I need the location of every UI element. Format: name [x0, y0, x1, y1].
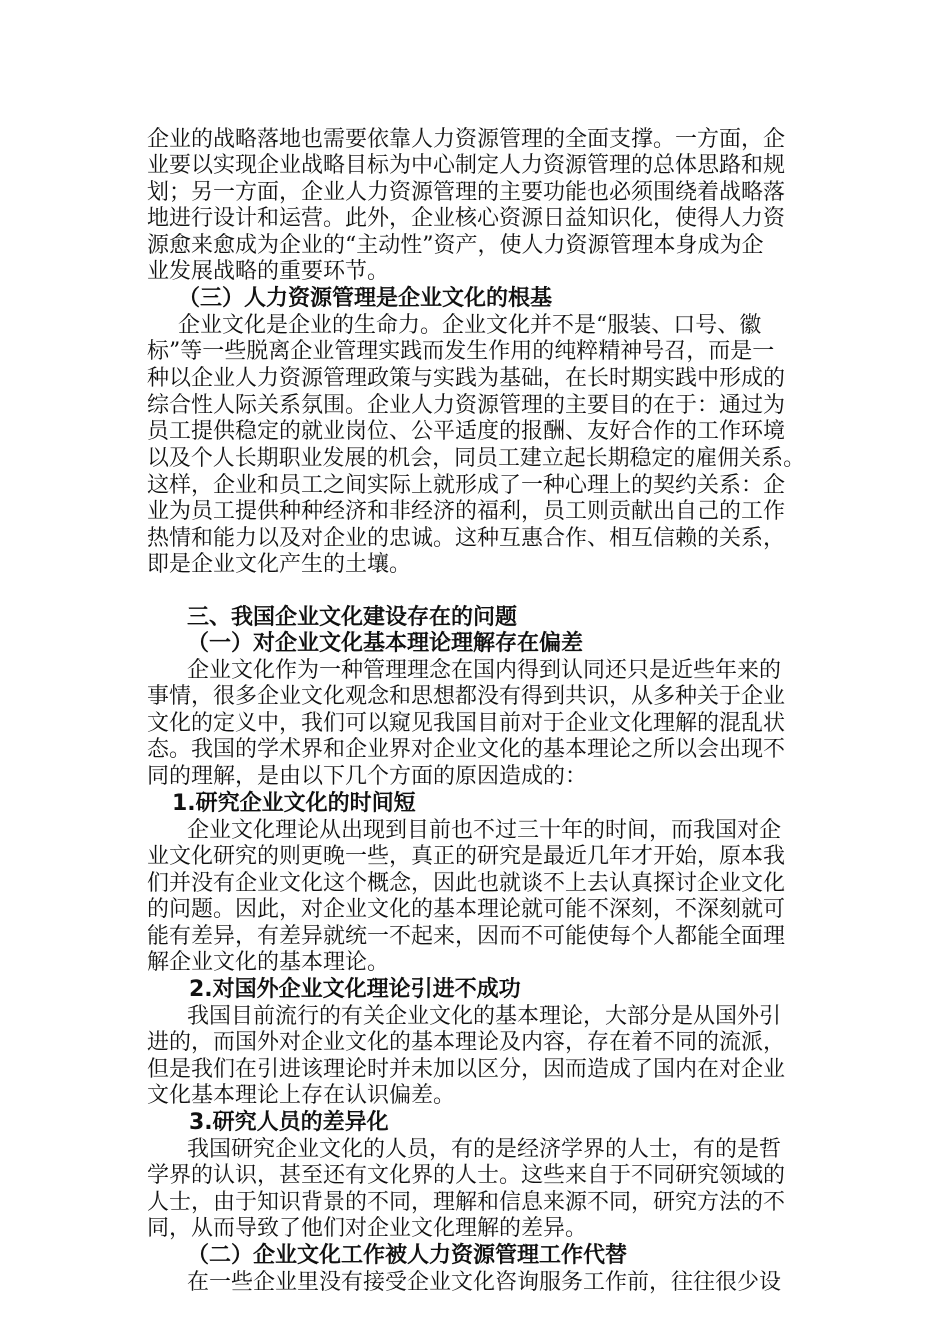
text-line: 能有差异，有差异就统一不起来，因而不可能使每个人都能全面理 — [147, 924, 786, 949]
text-line: 源愈来愈成为企业的“主动性”资产，使人力资源管理本身成为企 — [147, 233, 764, 258]
subsection-heading: 3.研究人员的差异化 — [189, 1110, 389, 1135]
text-line: 进的，而国外对企业文化的基本理论及内容，存在着不同的流派， — [147, 1030, 786, 1055]
text-line: 企业的战略落地也需要依靠人力资源管理的全面支撑。一方面，企 — [147, 127, 786, 152]
text-line: 即是企业文化产生的土壤。 — [147, 552, 412, 577]
section-heading: （一）对企业文化基本理论理解存在偏差 — [187, 631, 584, 656]
text-line: 业发展战略的重要环节。 — [147, 259, 390, 284]
text-line: 文化基本理论上存在认识偏差。 — [147, 1083, 456, 1108]
subsection-heading: 2.对国外企业文化理论引进不成功 — [189, 977, 521, 1002]
text-line: 的问题。因此，对企业文化的基本理论就可能不深刻，不深刻就可 — [147, 897, 786, 922]
text-line: 以及个人长期职业发展的机会，同员工建立起长期稳定的雇佣关系。 — [147, 446, 806, 471]
text-line: 解企业文化的基本理论。 — [147, 950, 390, 975]
text-line: 地进行设计和运营。此外，企业核心资源日益知识化，使得人力资 — [147, 206, 786, 231]
text-line: 划；另一方面，企业人力资源管理的主要功能也必须围绕着战略落 — [147, 180, 786, 205]
text-line: 同的理解，是由以下几个方面的原因造成的： — [147, 764, 588, 789]
text-line: 综合性人际关系氛围。企业人力资源管理的主要目的在于：通过为 — [147, 393, 786, 418]
text-line: 但是我们在引进该理论时并未加以区分，因而造成了国内在对企业 — [147, 1057, 786, 1082]
text-line: 同，从而导致了他们对企业文化理解的差异。 — [147, 1216, 588, 1241]
text-line: 我国研究企业文化的人员，有的是经济学界的人士，有的是哲 — [187, 1137, 782, 1162]
chapter-heading: 三、我国企业文化建设存在的问题 — [187, 605, 518, 630]
text-line: 们并没有企业文化这个概念，因此也就谈不上去认真探讨企业文化 — [147, 871, 786, 896]
text-line: 我国目前流行的有关企业文化的基本理论，大部分是从国外引 — [187, 1004, 782, 1029]
text-line: 在一些企业里没有接受企业文化咨询服务工作前，往往很少设 — [187, 1270, 782, 1295]
text-line: 事情，很多企业文化观念和思想都没有得到共识，从多种关于企业 — [147, 684, 786, 709]
text-line: 文化的定义中，我们可以窥见我国目前对于企业文化理解的混乱状 — [147, 711, 786, 736]
text-line: 业为员工提供种种经济和非经济的福利，员工则贡献出自己的工作 — [147, 499, 786, 524]
text-line: 种以企业人力资源管理政策与实践为基础，在长时期实践中形成的 — [147, 366, 786, 391]
text-line: 热情和能力以及对企业的忠诚。这种互惠合作、相互信赖的关系， — [147, 526, 786, 551]
text-line: 企业文化作为一种管理理念在国内得到认同还只是近些年来的 — [187, 658, 782, 683]
text-line: 企业文化理论从出现到目前也不过三十年的时间，而我国对企 — [187, 818, 782, 843]
text-line: 员工提供稳定的就业岗位、公平适度的报酬、友好合作的工作环境 — [147, 419, 786, 444]
text-line: 业要以实现企业战略目标为中心制定人力资源管理的总体思路和规 — [147, 153, 786, 178]
subsection-heading: 1.研究企业文化的时间短 — [172, 791, 416, 816]
text-line: 标”等一些脱离企业管理实践而发生作用的纯粹精神号召，而是一 — [147, 339, 775, 364]
section-heading: （三）人力资源管理是企业文化的根基 — [178, 286, 553, 311]
text-line: 这样，企业和员工之间实际上就形成了一种心理上的契约关系：企 — [147, 473, 786, 498]
text-line: 企业文化是企业的生命力。企业文化并不是“服装、口号、徽 — [178, 313, 762, 338]
section-heading: （二）企业文化工作被人力资源管理工作代替 — [187, 1243, 628, 1268]
text-line: 学界的认识，甚至还有文化界的人士。这些来自于不同研究领域的 — [147, 1163, 786, 1188]
text-line: 态。我国的学术界和企业界对企业文化的基本理论之所以会出现不 — [147, 737, 786, 762]
text-line: 人士，由于知识背景的不同，理解和信息来源不同，研究方法的不 — [147, 1190, 786, 1215]
text-line: 业文化研究的则更晚一些，真正的研究是最近几年才开始，原本我 — [147, 844, 786, 869]
